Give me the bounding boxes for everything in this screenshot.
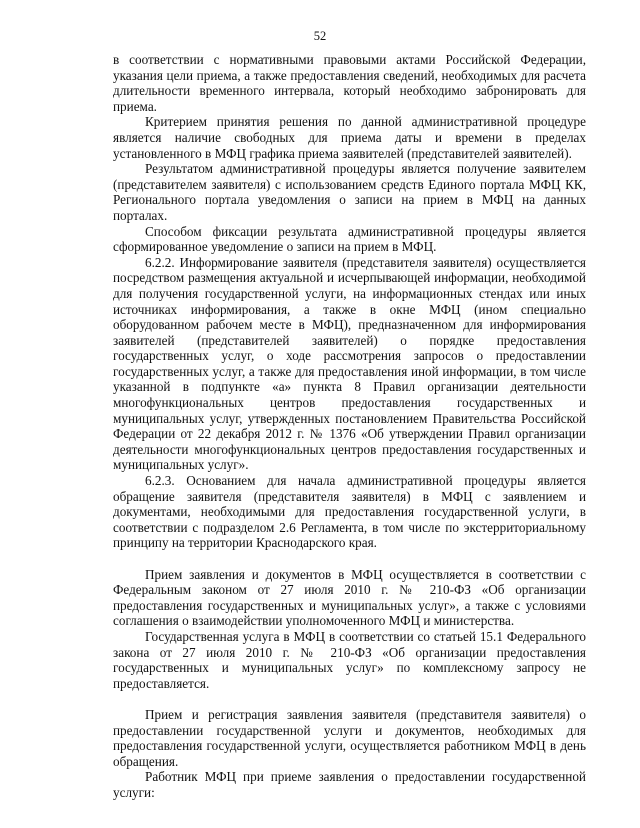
paragraph: 6.2.2. Информирование заявителя (представителя заявителя) осуществляется посредством размещения актуальной и исчерпывающей информации, необходимой для получения государственной услуги, на информационных стендах или иных источниках информирования, а также в окне МФЦ (ином специально оборудованном рабочем месте в МФЦ), предназначенном для информирования заявителей (представителей заявителей) о порядке предоставления государственных услуг, о ходе рассмотрения запросов о предоставлении государственных услуг, а также для предоставления иной информации, в том числе указанной в подпункте «а» пункта 8 Правил организации деятельности многофункциональных центров предоставления государственных и муниципальных услуг, утвержденных постановлением Правительства Российской Федерации от 22 декабря 2012 г. № 1376 «Об утверждении Правил организации деятельности многофункциональных центров предоставления государственных и муниципальных услуг».: [113, 254, 586, 473]
paragraph: Государственная услуга в МФЦ в соответствии со статьей 15.1 Федерального закона от 27 июля 2010 г. № 210-ФЗ «Об организации предоставления государственных и муниципальных услуг» по комплексному запросу не предоставляется.: [113, 628, 586, 691]
page-body: [113, 52, 586, 801]
paragraph: в соответствии с нормативными правовыми актами Российской Федерации, указания цели приема, а также предоставления сведений, необходимых для расчета длительности временного интервала, который необходимо забронировать для приема.: [113, 52, 586, 114]
paragraph: Прием и регистрация заявления заявителя (представителя заявителя) о предоставлении государственной услуги и документов, необходимых для предоставления государственной услуги, осуществляется работником МФЦ в день обращения.: [113, 706, 586, 769]
paragraph: Способом фиксации результата административной процедуры является сформированное уведомление о записи на прием в МФЦ.: [113, 223, 586, 255]
paragraph: Прием заявления и документов в МФЦ осуществляется в соответствии с Федеральным законом от 27 июля 2010 г. № 210-ФЗ «Об организации предоставления государственных и муниципальных услуг», а также с условиями соглашения о взаимодействии уполномоченного МФЦ и министерства.: [113, 566, 586, 629]
paragraph: 6.2.3. Основанием для начала административной процедуры является обращение заявителя (представителя заявителя) в МФЦ с заявлением и документами, необходимыми для предоставления государственной услуги, в соответствии с подразделом 2.6 Регламента, в том числе по экстерриториальному принципу на территории Краснодарского края.: [113, 473, 586, 551]
paragraph: Результатом административной процедуры является получение заявителем (представителем заявителя) с использованием средств Единого портала МФЦ КК, Регионального портала уведомления о записи на прием в МФЦ на данных порталах.: [113, 161, 586, 223]
page-number: 52: [313, 29, 327, 43]
paragraph: Критерием принятия решения по данной административной процедуре является наличие свободных для приема даты и времени в пределах установленного в МФЦ графика приема заявителей (представителей заявителей).: [113, 114, 586, 161]
paragraph: Работник МФЦ при приеме заявления о предоставлении государственной услуги:: [113, 769, 586, 800]
